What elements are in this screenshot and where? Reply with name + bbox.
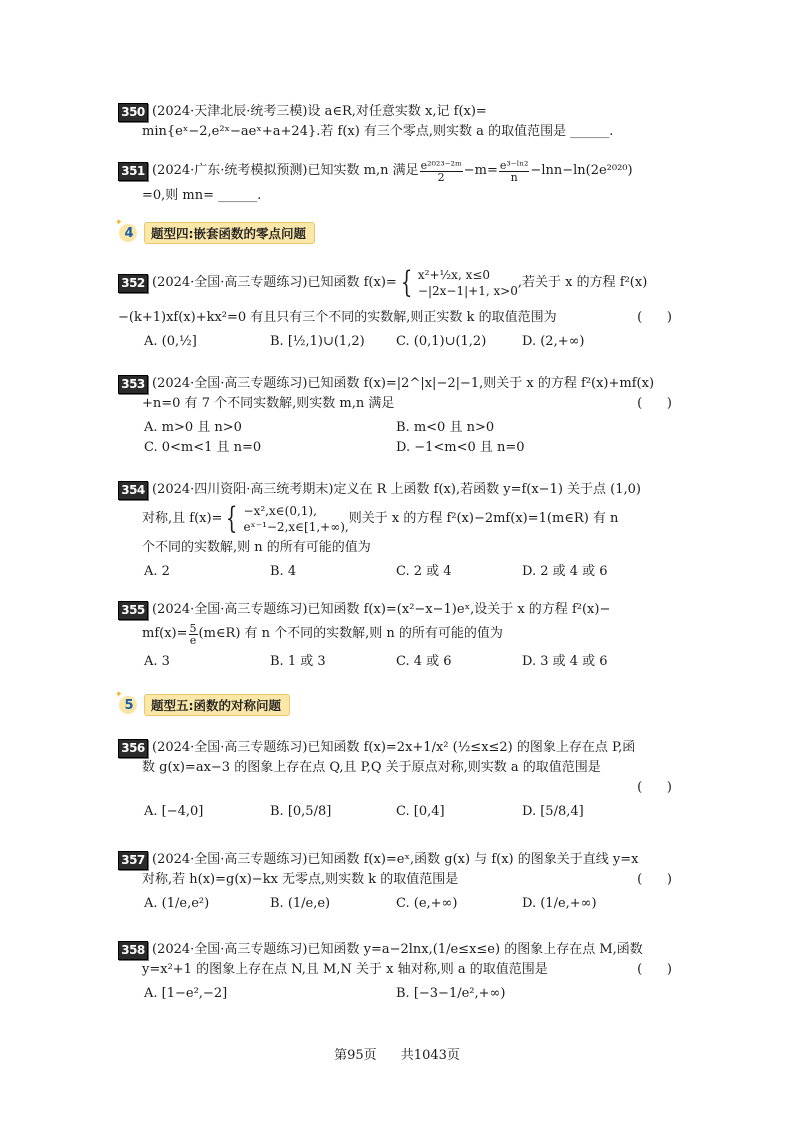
question-number: 351 — [118, 162, 148, 181]
choice-b: B. [0,5/8] — [270, 804, 332, 819]
question-353 — [118, 374, 678, 458]
question-text: −m= — [463, 163, 498, 178]
piecewise-function: { −x²,x∈(0,1), eˣ⁻¹−2,x∈[1,+∞), — [226, 501, 349, 536]
question-number: 355 — [118, 601, 148, 620]
section-number-badge: ✦ 4 — [118, 222, 140, 244]
choices — [118, 418, 678, 438]
choices — [118, 562, 678, 582]
choices — [118, 652, 678, 672]
choices — [118, 984, 678, 1004]
question-number: 356 — [118, 739, 148, 758]
section-header-5 — [115, 690, 290, 716]
choices — [118, 438, 678, 458]
choice-b: B. 1 或 3 — [270, 654, 326, 669]
choice-b: B. m<0 且 n>0 — [396, 420, 495, 435]
answer-blank: ( ) — [637, 310, 672, 325]
fraction: $\frac{5}{e}$ — [189, 621, 197, 647]
question-text: (2024·全国·高三专题练习)已知函数 y=a−2lnx,(1/e≤x≤e) 的图象上存在点 M,函数 — [152, 942, 643, 957]
question-text: (2024·天津北辰·统考三模)设 a∈R,对任意实数 x,记 f(x)= — [152, 104, 487, 119]
page-footer — [0, 1044, 794, 1063]
choices — [118, 332, 678, 352]
question-text: 对称,若 h(x)=g(x)−kx 无零点,则实数 k 的取值范围是 — [142, 872, 459, 887]
choice-c: C. (e,+∞) — [396, 896, 458, 911]
question-355 — [118, 600, 678, 672]
choice-c: C. [0,4] — [396, 804, 445, 819]
question-text: (2024·广东·统考模拟预测)已知实数 m,n 满足 — [152, 163, 419, 178]
question-text: −(k+1)xf(x)+kx²=0 有且只有三个不同的实数解,则正实数 k 的取值范围为 — [118, 310, 557, 325]
question-text: 则关于 x 的方程 f²(x)−2mf(x)=1(m∈R) 有 n — [348, 511, 619, 526]
question-text: +n=0 有 7 个不同实数解,则实数 m,n 满足 — [142, 396, 395, 411]
question-351 — [118, 156, 678, 206]
question-text: y=x²+1 的图象上存在点 N,且 M,N 关于 x 轴对称,则 a 的取值范围是 — [142, 962, 548, 977]
question-350 — [118, 102, 678, 142]
choice-c: C. (0,1)∪(1,2) — [396, 334, 487, 349]
question-357 — [118, 850, 678, 914]
choice-a: A. (0,½] — [144, 334, 197, 349]
question-text: 数 g(x)=ax−3 的图象上存在点 Q,且 P,Q 关于原点对称,则实数 a 的取值范围是 — [142, 760, 601, 775]
question-text: (2024·全国·高三专题练习)已知函数 f(x)= — [152, 275, 397, 290]
choice-a: A. m>0 且 n>0 — [144, 420, 242, 435]
choice-a: A. [1−e²,−2] — [144, 986, 228, 1001]
question-number: 357 — [118, 851, 148, 870]
answer-blank: ( ) — [637, 962, 672, 977]
choice-c: C. 4 或 6 — [396, 654, 452, 669]
choices — [118, 802, 678, 822]
question-text: (2024·四川资阳·高三统考期末)定义在 R 上函数 f(x),若函数 y=f(x−1) 关于点 (1,0) — [152, 482, 641, 497]
fraction: $\frac{\text{e³⁻ˡⁿ²}}{n}$ — [499, 158, 529, 184]
question-text: (2024·全国·高三专题练习)已知函数 f(x)=|2^|x|−2|−1,则关于 x 的方程 f²(x)+mf(x) — [152, 376, 655, 391]
choice-b: B. [−3−1/e²,+∞) — [396, 986, 506, 1001]
star-icon: ✦ — [115, 218, 123, 228]
choice-a: A. 2 — [144, 564, 170, 579]
section-header-4 — [115, 218, 315, 244]
star-icon: ✦ — [115, 690, 123, 700]
question-number: 350 — [118, 103, 148, 122]
choice-a: A. [−4,0] — [144, 804, 204, 819]
question-354 — [118, 480, 678, 582]
question-number: 353 — [118, 375, 148, 394]
section-title: 题型四:嵌套函数的零点问题 — [144, 222, 315, 244]
question-358 — [118, 940, 678, 1004]
section-number-badge: ✦ 5 — [118, 694, 140, 716]
question-text: ,若关于 x 的方程 f²(x) — [517, 275, 648, 290]
question-text: −lnn−ln(2e²⁰²⁰) — [530, 163, 633, 178]
choice-b: B. [½,1)∪(1,2) — [270, 334, 365, 349]
choice-d: D. 3 或 4 或 6 — [522, 654, 608, 669]
choice-d: D. [5/8,4] — [522, 804, 584, 819]
piecewise-function: { x²+½x, x≤0 −|2x−1|+1, x>0 — [400, 265, 518, 300]
question-number: 352 — [118, 274, 148, 293]
question-number: 358 — [118, 941, 148, 960]
question-text: (m∈R) 有 n 个不同的实数解,则 n 的所有可能的值为 — [198, 626, 503, 641]
choice-d: D. (1/e,+∞) — [522, 896, 597, 911]
total-pages: 共1043页 — [400, 1048, 460, 1063]
question-352 — [118, 258, 678, 352]
choices — [118, 894, 678, 914]
question-text: (2024·全国·高三专题练习)已知函数 f(x)=eˣ,函数 g(x) 与 f(x) 的图象关于直线 y=x — [152, 852, 639, 867]
question-number: 354 — [118, 481, 148, 500]
choice-d: D. −1<m<0 且 n=0 — [396, 440, 525, 455]
choice-d: D. 2 或 4 或 6 — [522, 564, 608, 579]
choice-b: B. 4 — [270, 564, 297, 579]
answer-blank: ( ) — [637, 396, 672, 411]
question-text: (2024·全国·高三专题练习)已知函数 f(x)=2x+1/x² (½≤x≤2) 的图象上存在点 P,函 — [152, 740, 636, 755]
question-text: =0,则 mn= ______. — [142, 188, 262, 203]
question-text: 对称,且 f(x)= — [142, 511, 223, 526]
answer-blank: ( ) — [637, 872, 672, 887]
answer-blank: ( ) — [637, 780, 672, 795]
page-number: 第95页 — [334, 1048, 377, 1063]
choice-c: C. 0<m<1 且 n=0 — [144, 440, 262, 455]
question-text: min{eˣ−2,e²ˣ−aeˣ+a+24}.若 f(x) 有三个零点,则实数 a 的取值范围是 ______. — [142, 124, 614, 139]
choice-d: D. (2,+∞) — [522, 334, 585, 349]
choice-a: A. (1/e,e²) — [144, 896, 210, 911]
question-text: (2024·全国·高三专题练习)已知函数 f(x)=(x²−x−1)eˣ,设关于 x 的方程 f²(x)− — [152, 602, 611, 617]
question-text: mf(x)= — [142, 626, 188, 641]
section-title: 题型五:函数的对称问题 — [144, 694, 290, 716]
choice-c: C. 2 或 4 — [396, 564, 452, 579]
question-text: 个不同的实数解,则 n 的所有可能的值为 — [142, 540, 371, 555]
question-356 — [118, 738, 678, 822]
choice-b: B. (1/e,e) — [270, 896, 331, 911]
choice-a: A. 3 — [144, 654, 170, 669]
fraction: $\frac{\text{e²⁰²³⁻²ᵐ}}{2}$ — [420, 158, 462, 184]
